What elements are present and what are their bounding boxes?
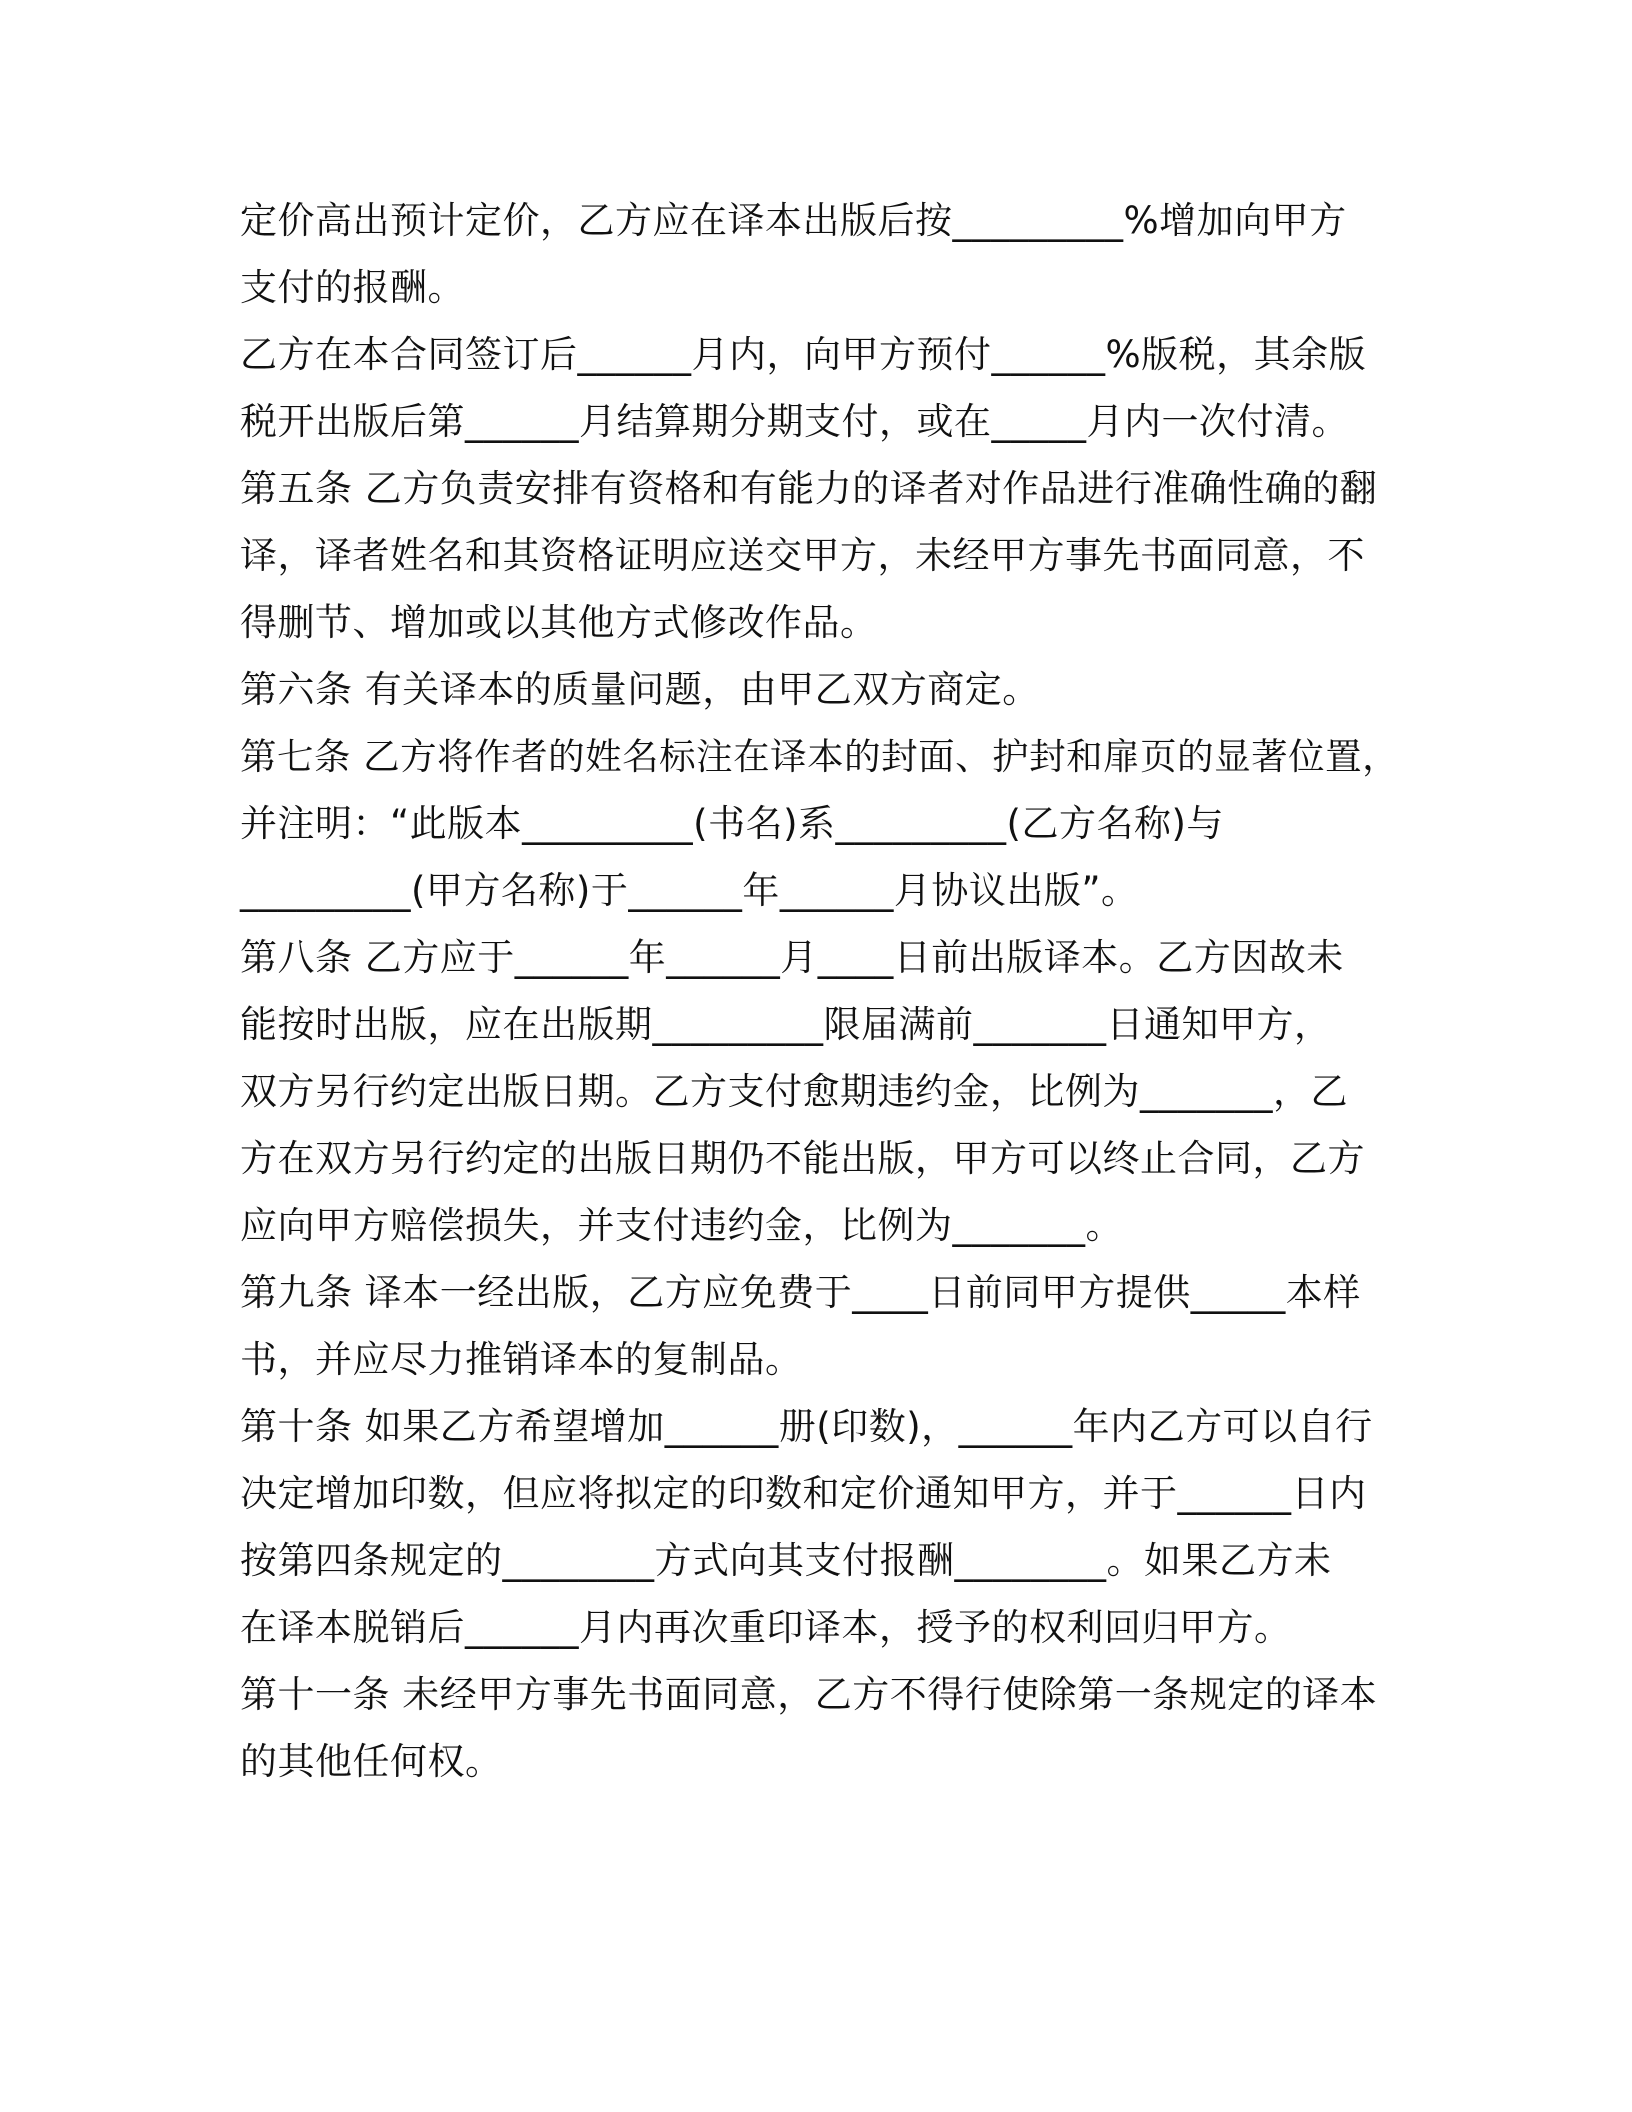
text-line: 能按时出版，应在出版期_________限届满前_______日通知甲方， xyxy=(240,1003,1332,1046)
text-line: 方在双方另行约定的出版日期仍不能出版，甲方可以终止合同，乙方 xyxy=(240,1137,1365,1180)
text-line: 第五条 乙方负责安排有资格和有能力的译者对作品进行准确性确的翻 xyxy=(240,467,1378,510)
text-line: 支付的报酬。 xyxy=(240,266,465,309)
text-line: 译，译者姓名和其资格证明应送交甲方，未经甲方事先书面同意，不 xyxy=(240,534,1365,577)
text-line: _________(甲方名称)于______年______月协议出版”。 xyxy=(240,869,1139,912)
text-line: 并注明：“此版本_________(书名)系_________(乙方名称)与 xyxy=(240,802,1224,845)
contract-text xyxy=(240,187,1400,1795)
text-line: 税开出版后第______月结算期分期支付，或在_____月内一次付清。 xyxy=(240,400,1349,443)
text-line: 定价高出预计定价，乙方应在译本出版后按_________%增加向甲方 xyxy=(240,199,1347,242)
text-line: 第十条 如果乙方希望增加______册(印数)，______年内乙方可以自行 xyxy=(240,1405,1373,1448)
text-line: 得删节、增加或以其他方式修改作品。 xyxy=(240,601,878,644)
text-line: 第七条 乙方将作者的姓名标注在译本的封面、护封和扉页的显著位置， xyxy=(240,735,1400,778)
text-line: 的其他任何权。 xyxy=(240,1740,503,1783)
text-line: 应向甲方赔偿损失，并支付违约金，比例为_______。 xyxy=(240,1204,1123,1247)
text-line: 按第四条规定的________方式向其支付报酬________。如果乙方未 xyxy=(240,1539,1332,1582)
text-line: 乙方在本合同签订后______月内，向甲方预付______%版税，其余版 xyxy=(240,333,1367,376)
text-line: 双方另行约定出版日期。乙方支付愈期违约金，比例为_______，乙 xyxy=(240,1070,1348,1113)
text-line: 第六条 有关译本的质量问题，由甲乙双方商定。 xyxy=(240,668,1040,711)
text-line: 决定增加印数，但应将拟定的印数和定价通知甲方，并于______日内 xyxy=(240,1472,1367,1515)
text-line: 第八条 乙方应于______年______月____日前出版译本。乙方因故未 xyxy=(240,936,1344,979)
text-line: 书，并应尽力推销译本的复制品。 xyxy=(240,1338,803,1381)
text-line: 在译本脱销后______月内再次重印译本，授予的权利回归甲方。 xyxy=(240,1606,1292,1649)
text-line: 第十一条 未经甲方事先书面同意，乙方不得行使除第一条规定的译本 xyxy=(240,1673,1378,1716)
text-line: 第九条 译本一经出版，乙方应免费于____日前同甲方提供_____本样 xyxy=(240,1271,1361,1314)
